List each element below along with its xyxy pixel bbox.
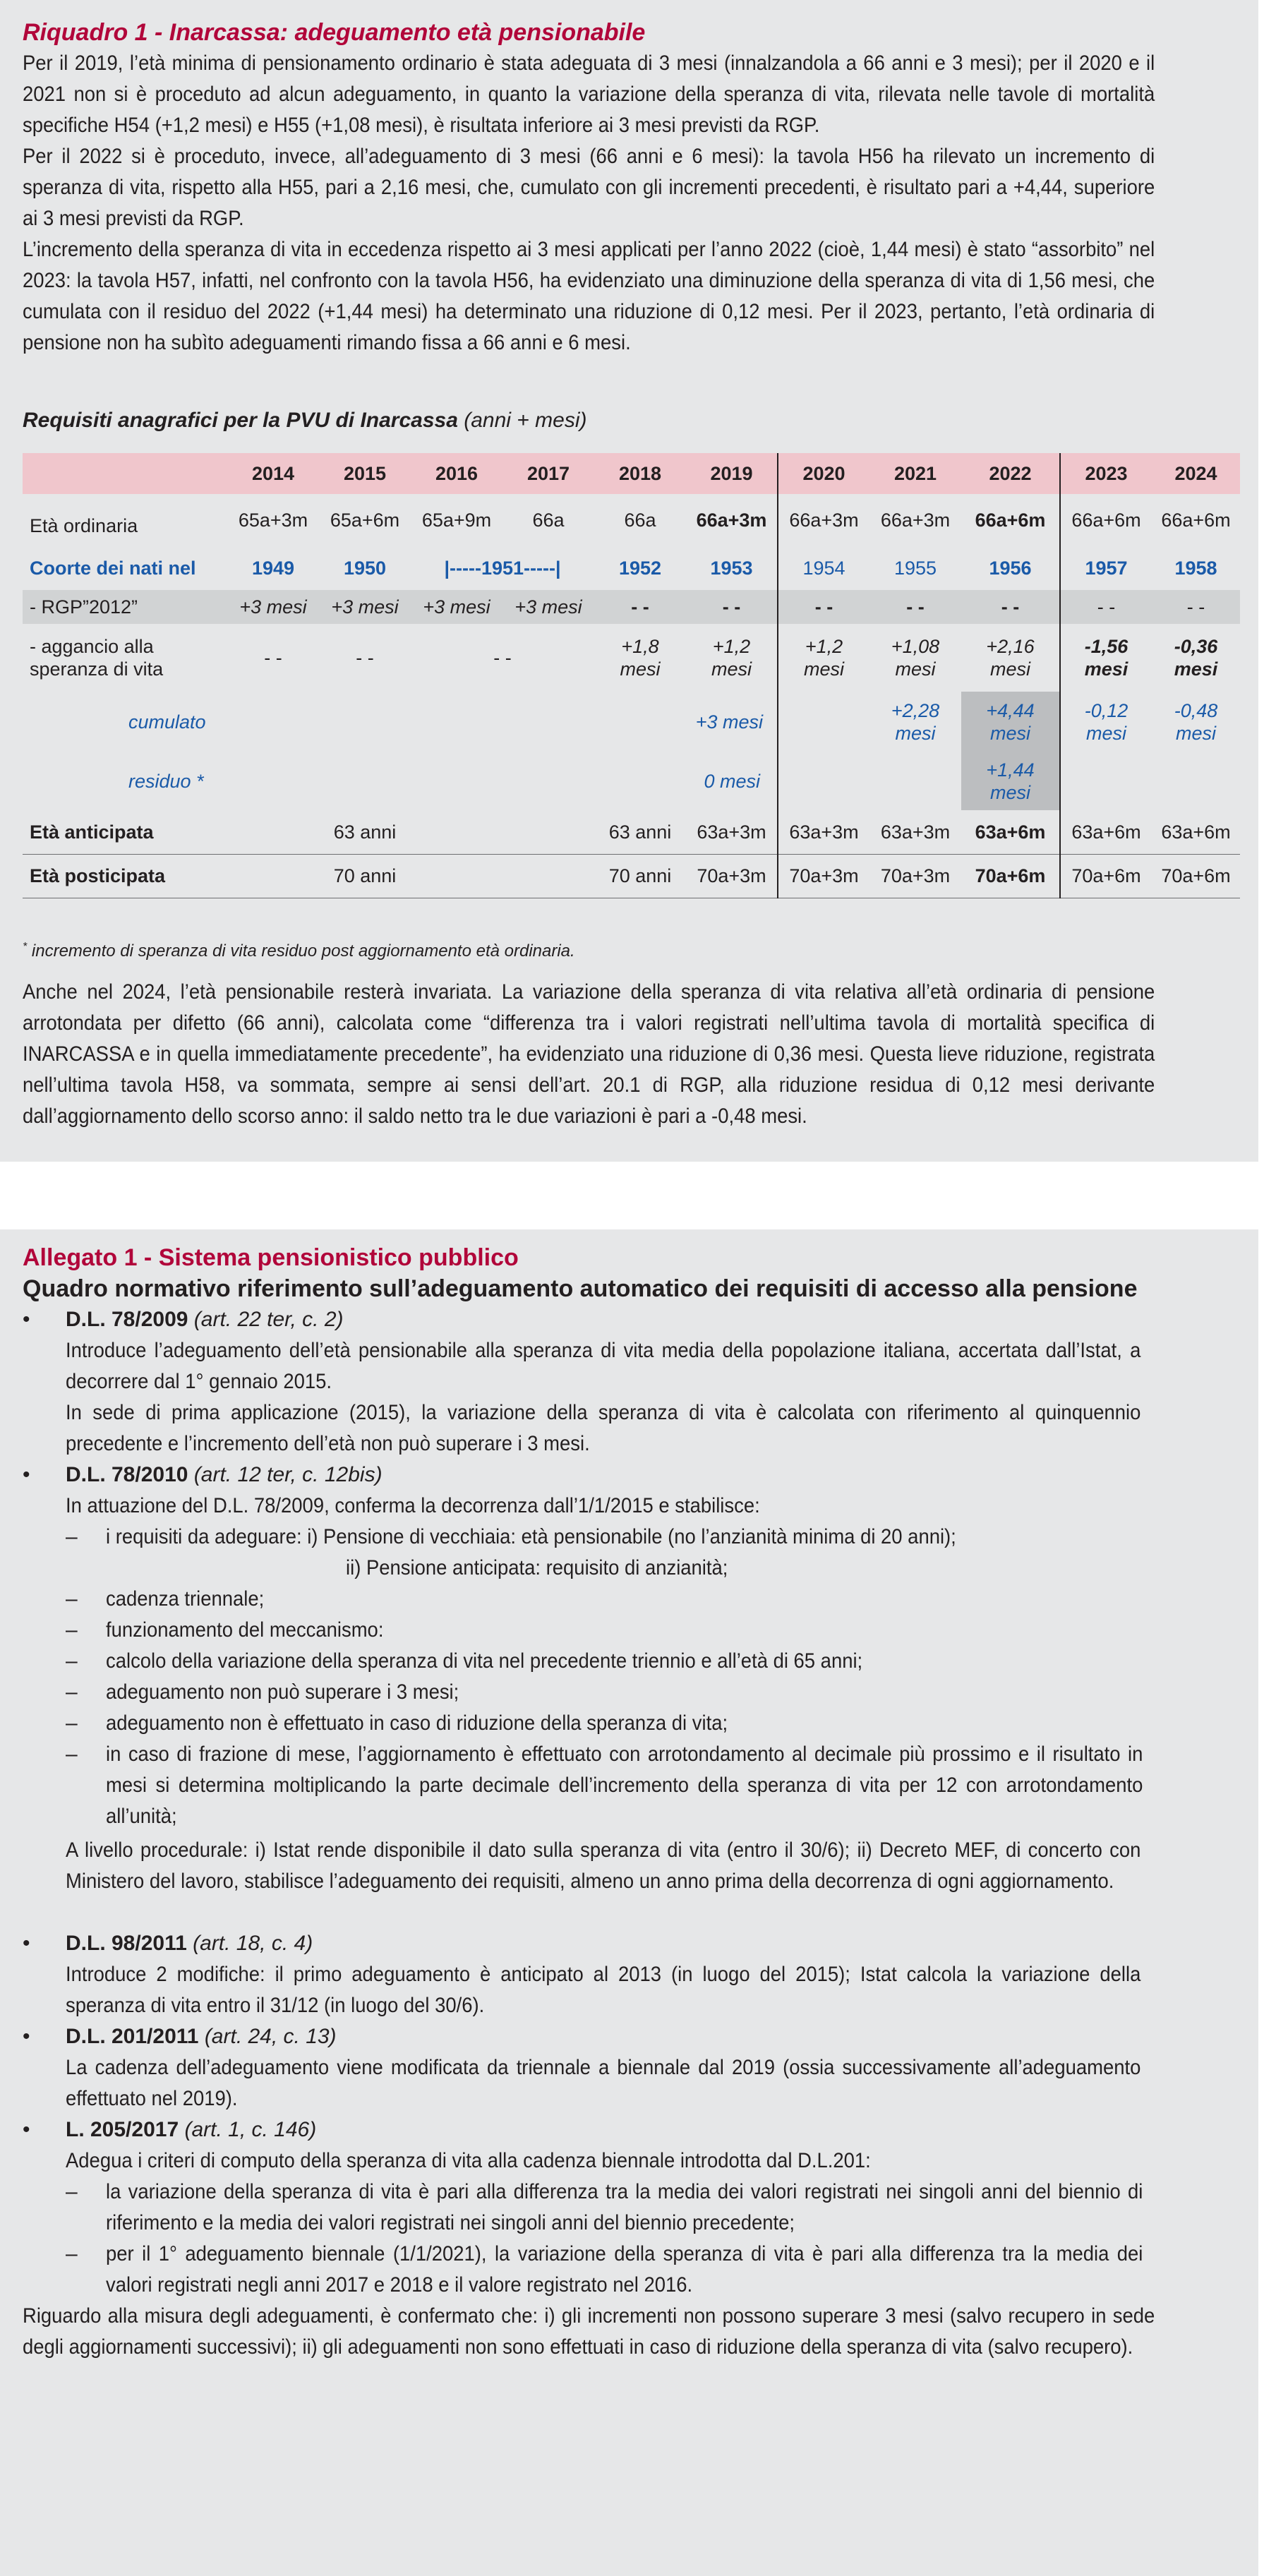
year-header: 2023: [1060, 453, 1152, 494]
cell-value: +4,44: [986, 700, 1035, 721]
table-cell: 63a+6m: [1060, 810, 1152, 854]
year-header: 2017: [502, 453, 594, 494]
cell-value: +1,8: [621, 636, 659, 657]
table-cell: 65a+6m: [330, 510, 400, 531]
dash: –: [66, 1649, 78, 1673]
table-cell: 1955: [893, 558, 937, 579]
table-cell: 70a+6m: [1060, 854, 1152, 898]
table-row-anticipata: [23, 810, 1240, 854]
cell-value: -0,48: [1174, 700, 1218, 721]
footnote-mark: *: [23, 941, 28, 953]
table-cell: 70a+3m: [686, 854, 778, 898]
table-cell: +3 mesi: [411, 590, 502, 624]
law-ref: (art. 12 ter, c. 12bis): [193, 1463, 383, 1486]
table-cell: 70a+6m: [961, 854, 1060, 898]
table-cell: [869, 624, 961, 692]
requisiti-table: [23, 453, 1240, 898]
dash: –: [66, 2180, 78, 2203]
law-name: L. 205/2017: [66, 2118, 179, 2141]
table-cell: 66a: [624, 510, 656, 531]
year-header: 2014: [227, 453, 319, 494]
table-cell: [961, 624, 1060, 692]
dash-item: calcolo della variazione della speranza di vita nel precedente triennio e all’età di 65 anni;: [106, 1649, 863, 1673]
riquadro-paragraph-3: L’incremento della speranza di vita in eccedenza rispetto ai 3 mesi applicati per l’anno 2022 (cioè, 1,44 mesi) è stato “assorbito” nel 2023: la tavola H57, infatti, nel confronto con la tavola H56, ha evidenziato una diminuzione della speranza di vita di 1,56 mesi, che cumulata con il residuo del 2022 (+1,44 mesi) ha determinato una riduzione di 0,12 mesi. Per il 2023, pertanto, l’età ordinaria di pensione non ha subìto adeguamenti rimando fissa a 66 anni e 6 mesi.: [23, 238, 1155, 354]
row-label: Età anticipata: [23, 810, 227, 854]
table-cell: |-----1951-----|: [444, 558, 561, 579]
table-cell: 1952: [618, 558, 662, 579]
row-label: Coorte dei nati nel: [30, 558, 196, 579]
law-paragraph: Introduce 2 modifiche: il primo adeguamento è anticipato al 2013 (in luogo del 2015); Istat calcola la variazione della speranza di vita entro il 31/12 (in luogo del 30/6).: [66, 1963, 1141, 2017]
table-cell: 66a+6m: [975, 510, 1046, 531]
table-row-coorte: [23, 546, 1240, 590]
dash: –: [66, 1618, 78, 1642]
year-header: 2024: [1152, 453, 1240, 494]
table-unit: (anni + mesi): [464, 409, 587, 432]
bullet: •: [23, 1932, 30, 1955]
table-row-posticipata: [23, 854, 1240, 898]
table-cell: 63 anni: [227, 810, 502, 854]
table-cell: 66a+3m: [880, 510, 951, 531]
table-cell: 63a+6m: [961, 810, 1060, 854]
dash: –: [66, 1711, 78, 1735]
table-cell: - -: [686, 590, 778, 624]
table-cell: 66a+3m: [696, 510, 767, 531]
law-ref: (art. 22 ter, c. 2): [193, 1308, 344, 1331]
table-row-cumulato: [23, 692, 1240, 752]
table-header-corner: [23, 453, 227, 494]
law-name: D.L. 201/2011: [66, 2025, 199, 2048]
table-cell: [1060, 752, 1152, 810]
table-cell: 70a+3m: [869, 854, 961, 898]
table-cell: [778, 624, 869, 692]
table-row-residuo: [23, 752, 1240, 810]
year-header: 2016: [411, 453, 502, 494]
cell-value: +1,08: [891, 636, 940, 657]
cell-unit: mesi: [1174, 658, 1218, 680]
table-cell: 0 mesi: [704, 771, 760, 792]
row-label: cumulato: [128, 711, 206, 733]
table-cell: 1949: [251, 558, 295, 579]
cell-unit: mesi: [1175, 723, 1216, 744]
table-row-eta-ordinaria: [23, 494, 1240, 546]
table-cell: - -: [961, 590, 1060, 624]
table-cell: [869, 692, 961, 752]
allegato-closing: Riguardo alla misura degli adeguamenti, è confermato che: i) gli incrementi non possono superare 3 mesi (salvo recupero in sede degli aggiornamenti successivi); ii) gli adeguamenti non sono effettuati in caso di riduzione della speranza di vita (salvo recupero).: [23, 2304, 1155, 2359]
table-cell: 70 anni: [227, 854, 502, 898]
table-cell: 63a+3m: [686, 810, 778, 854]
table-cell: - -: [1060, 590, 1152, 624]
cell-unit: mesi: [1084, 658, 1128, 680]
table-cell: - -: [356, 647, 374, 668]
table-cell: 66a+6m: [1161, 510, 1231, 531]
table-row-rgp: [23, 590, 1240, 624]
bullet: •: [23, 1308, 30, 1331]
dash: –: [66, 1743, 78, 1766]
table-cell: 1957: [1060, 546, 1152, 590]
table-cell: 70a+6m: [1152, 854, 1240, 898]
table-cell: [1152, 752, 1240, 810]
table-cell: 65a+3m: [238, 510, 308, 531]
dash-item: la variazione della speranza di vita è pari alla differenza tra la media dei valori registrati nei singoli anni del biennio di riferimento e la media dei valori registrati nei singoli anni del biennio precedente;: [106, 2180, 1143, 2234]
cell-value: -1,56: [1084, 636, 1128, 657]
law-name: D.L. 78/2010: [66, 1463, 188, 1486]
cell-unit: mesi: [620, 658, 661, 680]
table-cell: +3 mesi: [319, 590, 411, 624]
table-cell: - -: [778, 590, 869, 624]
table-cell: 1954: [778, 546, 869, 590]
law-name: D.L. 98/2011: [66, 1932, 187, 1955]
table-cell: [961, 752, 1060, 810]
law-heading: [66, 1928, 313, 1959]
table-cell: 1953: [710, 558, 753, 579]
cell-value: -0,12: [1084, 700, 1128, 721]
table-cell: - -: [869, 590, 961, 624]
table-row-aggancio: [23, 624, 1240, 692]
table-cell: 70 anni: [594, 854, 686, 898]
table-cell: - -: [264, 647, 282, 668]
allegato-title: Allegato 1 - Sistema pensionistico pubblico: [23, 1244, 519, 1271]
cell-value: +1,2: [805, 636, 843, 657]
law-ref: (art. 18, c. 4): [193, 1932, 313, 1955]
riquadro-paragraph-2: Per il 2022 si è proceduto, invece, all’adeguamento di 3 mesi (66 anni e 6 mesi): la tavola H56 ha rilevato un incremento di speranza di vita, rispetto alla H55, pari a 2,16 mesi, che, cumulato con gli incrementi precedenti, è risultato pari a +4,44, superiore ai 3 mesi previsti da RGP.: [23, 145, 1155, 230]
dash-item: cadenza triennale;: [106, 1587, 265, 1611]
law-heading: [66, 2114, 316, 2145]
table-cell: [1152, 624, 1240, 692]
law-paragraph: In sede di prima applicazione (2015), la variazione della speranza di vita è calcolata con riferimento al quinquennio precedente e l’incremento dell’età non può superare i 3 mesi.: [66, 1401, 1141, 1455]
table-cell: [1152, 692, 1240, 752]
row-label-line: - aggancio alla: [30, 636, 154, 657]
dash-item: adeguamento non è effettuato in caso di riduzione della speranza di vita;: [106, 1711, 728, 1735]
table-cell: [1060, 624, 1152, 692]
row-label: Età posticipata: [23, 854, 227, 898]
table-cell: 63 anni: [594, 810, 686, 854]
table-cell: 66a+6m: [1060, 494, 1152, 546]
table-cell: [778, 752, 869, 810]
table-cell: 63a+3m: [869, 810, 961, 854]
table-cell: +3 mesi: [227, 590, 319, 624]
year-header: 2018: [594, 453, 686, 494]
dash-item: funzionamento del meccanismo:: [106, 1618, 384, 1642]
table-cell: [594, 624, 686, 692]
table-header-row: [23, 453, 1240, 494]
row-label: Età ordinaria: [30, 515, 138, 536]
cell-value: +2,16: [986, 636, 1035, 657]
riquadro-title: Riquadro 1 - Inarcassa: adeguamento età pensionabile: [23, 19, 646, 46]
table-cell: - -: [493, 647, 512, 668]
dash-item: in caso di frazione di mese, l’aggiornamento è effettuato con arrotondamento al decimale più prossimo e il risultato in mesi si determina moltiplicando la parte decimale dell’incremento della speranza di vita per 12 con arrotondamento all’unità;: [106, 1743, 1143, 1828]
cell-value: +1,44: [986, 759, 1035, 781]
bullet: •: [23, 1463, 30, 1486]
law-heading: [66, 1304, 344, 1335]
table-cell: 1956: [989, 558, 1032, 579]
allegato-subtitle: Quadro normativo riferimento sull’adeguamento automatico dei requisiti di accesso alla pensione: [23, 1275, 1138, 1302]
law-name: D.L. 78/2009: [66, 1308, 188, 1331]
year-header: 2015: [319, 453, 411, 494]
cell-unit: mesi: [989, 782, 1030, 803]
year-header: 2021: [869, 453, 961, 494]
bullet: •: [23, 2025, 30, 2048]
table-heading: [23, 405, 586, 436]
cell-unit: mesi: [895, 658, 936, 680]
law-paragraph: Introduce l’adeguamento dell’età pensionabile alla speranza di vita media della popolazione italiana, accertata dall’Istat, a decorrere dal 1° gennaio 2015.: [66, 1339, 1141, 1393]
row-label-line: speranza di vita: [30, 658, 164, 680]
year-header: 2020: [778, 453, 869, 494]
table-cell: +3 mesi: [502, 590, 594, 624]
table-cell: - -: [594, 590, 686, 624]
dash: –: [66, 1525, 78, 1548]
cell-value: -0,36: [1174, 636, 1218, 657]
law-paragraph: Adegua i criteri di computo della speranza di vita alla cadenza biennale introdotta dal D.L.201:: [66, 2149, 871, 2172]
table-cell: 1950: [343, 558, 387, 579]
law-ref: (art. 24, c. 13): [204, 2025, 337, 2048]
row-label: - RGP”2012”: [23, 590, 227, 624]
table-cell: [778, 692, 869, 752]
law-ref: (art. 1, c. 146): [184, 2118, 317, 2141]
bullet: •: [23, 2118, 30, 2141]
dash: –: [66, 1680, 78, 1704]
table-title: Requisiti anagrafici per la PVU di Inarcassa: [23, 409, 458, 432]
cell-value: +1,2: [712, 636, 751, 657]
law-heading: [66, 2021, 337, 2052]
table-cell: 63a+6m: [1152, 810, 1240, 854]
table-cell: [869, 752, 961, 810]
law-paragraph: In attuazione del D.L. 78/2009, conferma la decorrenza dall’1/1/2015 e stabilisce:: [66, 1494, 760, 1517]
cell-value: +2,28: [891, 700, 940, 721]
table-cell: 66a: [532, 510, 565, 531]
dash-item: i requisiti da adeguare: i) Pensione di vecchiaia: età pensionabile (no l’anzianità minima di 20 anni);: [106, 1525, 956, 1548]
cell-unit: mesi: [803, 658, 844, 680]
table-cell: [686, 624, 778, 692]
table-cell: 66a+3m: [778, 494, 869, 546]
year-header: 2022: [961, 453, 1060, 494]
cell-unit: mesi: [895, 723, 936, 744]
footnote-text: incremento di speranza di vita residuo post aggiornamento età ordinaria.: [27, 941, 575, 961]
table-footnote: [23, 936, 575, 963]
table-cell: +3 mesi: [695, 711, 763, 733]
year-header: 2019: [686, 453, 778, 494]
cell-unit: mesi: [989, 723, 1030, 744]
table-cell: 63a+3m: [778, 810, 869, 854]
cell-unit: mesi: [1085, 723, 1126, 744]
riquadro-paragraph-4: Anche nel 2024, l’età pensionabile resterà invariata. La variazione della speranza di vita relativa all’età ordinaria di pensione arrotondata per difetto (66 anni), calcolata come “differenza tra i valori registrati nell’ultima tavola di mortalità specifica di INARCASSA e in quella immediatamente precedente”, ha evidenziato una riduzione di 0,36 mesi. Questa lieve riduzione, registrata nell’ultima tavola H58, va sommata, sempre ai sensi dell’art. 20.1 di RGP, alla riduzione residua di 0,12 mesi derivante dall’aggiornamento dello scorso anno: il saldo netto tra le due variazioni è pari a -0,48 mesi.: [23, 980, 1155, 1128]
table-cell: [961, 692, 1060, 752]
table-cell: - -: [1152, 590, 1240, 624]
law-paragraph: A livello procedurale: i) Istat rende disponibile il dato sulla speranza di vita (entro il 30/6); ii) Decreto MEF, di concerto con Ministero del lavoro, stabilisce l’adeguamento dei requisiti, almeno un anno prima della decorrenza di ogni aggiornamento.: [66, 1838, 1141, 1893]
dash-item: adeguamento non può superare i 3 mesi;: [106, 1680, 459, 1704]
law-heading: [66, 1459, 383, 1491]
table-cell: 65a+9m: [421, 510, 492, 531]
law-paragraph: La cadenza dell’adeguamento viene modificata da triennale a biennale dal 2019 (ossia successivamente all’adeguamento effettuato nel 2019).: [66, 2056, 1141, 2110]
cell-unit: mesi: [711, 658, 752, 680]
dash: –: [66, 2242, 78, 2265]
cell-unit: mesi: [989, 658, 1030, 680]
dash: –: [66, 1587, 78, 1611]
table-cell: [1060, 692, 1152, 752]
dash-item: per il 1° adeguamento biennale (1/1/2021), la variazione della speranza di vita è pari alla differenza tra la media dei valori registrati negli anni 2017 e 2018 e il valore registrato nel 2016.: [106, 2242, 1143, 2297]
table-cell: 70a+3m: [778, 854, 869, 898]
row-label: residuo *: [128, 771, 204, 792]
dash-item-continuation: ii) Pensione anticipata: requisito di anzianità;: [346, 1556, 728, 1579]
table-cell: 1958: [1174, 558, 1217, 579]
row-label: [23, 624, 227, 692]
riquadro-paragraph-1: Per il 2019, l’età minima di pensionamento ordinario è stata adeguata di 3 mesi (innalzandola a 66 anni e 3 mesi); per il 2020 e il 2021 non si è proceduto ad alcun adeguamento, in quanto la variazione della speranza di vita, rilevata nelle tavole di mortalità specifiche H54 (+1,2 mesi) e H55 (+1,08 mesi), è risultata inferiore ai 3 mesi previsti da RGP.: [23, 52, 1155, 137]
